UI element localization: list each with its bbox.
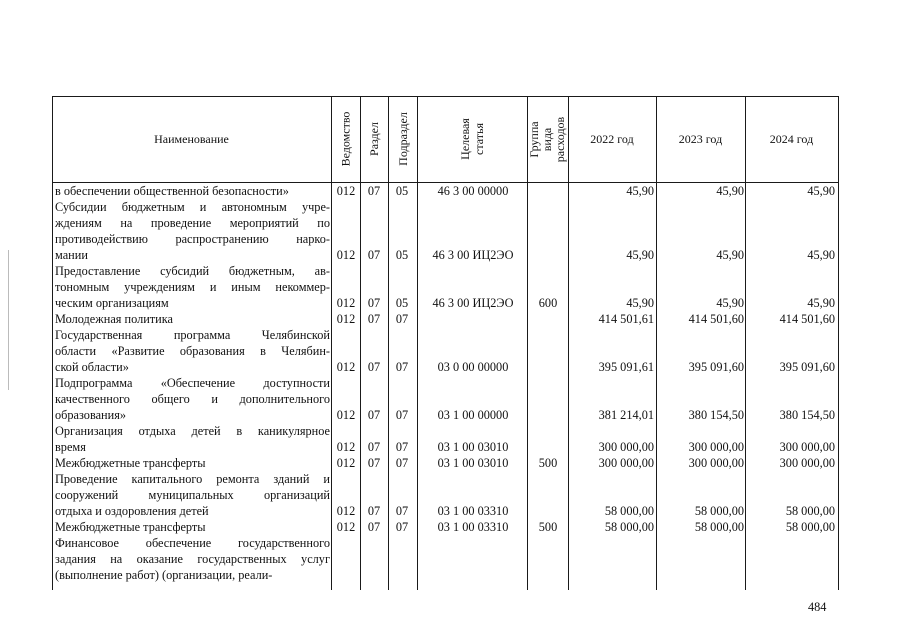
cell-year-2024: 300 000,00 [779,456,835,470]
cell-gruppa-vida-rashodov: 500 [538,520,558,534]
row-name-line: Предоставление субсидий бюджетным, ав- [55,264,330,278]
row-name-line: отдыха и оздоровления детей [55,504,209,518]
row-name-line: Проведение капитального ремонта зданий и [55,472,330,486]
row-name-line: ческим организациям [55,296,169,310]
header-podrazdel: Подраздел [395,112,410,166]
cell-vedomstvo: 012 [336,456,356,470]
cell-celevaya-statya: 03 1 00 03010 [437,456,509,470]
cell-razdel: 07 [367,408,381,422]
table-row [52,183,839,199]
row-name-line: время [55,440,86,454]
cell-razdel: 07 [367,440,381,454]
row-name-line: Подпрограмма «Обеспечение доступности [55,376,330,390]
cell-year-2024: 414 501,60 [779,312,835,326]
row-name-line: ской области» [55,360,129,374]
table-row [52,519,839,535]
row-name [55,471,330,519]
cell-razdel: 07 [367,184,381,198]
cell-celevaya-statya: 46 3 00 ИЦ2ЭО [432,248,514,262]
cell-vedomstvo: 012 [336,248,356,262]
cell-year-2022: 381 214,01 [598,408,654,422]
cell-vedomstvo: 012 [336,440,356,454]
cell-year-2024: 300 000,00 [779,440,835,454]
table-row [52,423,839,455]
cell-year-2022: 300 000,00 [598,440,654,454]
row-name-line: в обеспечении общественной безопасности» [55,184,289,198]
cell-year-2024: 45,90 [807,248,835,262]
row-name-line: Государственная программа Челябинской [55,328,330,342]
cell-vedomstvo: 012 [336,360,356,374]
row-name [55,519,330,535]
cell-year-2024: 395 091,60 [779,360,835,374]
cell-gruppa-vida-rashodov: 500 [538,456,558,470]
row-name-line: Межбюджетные трансферты [55,456,206,470]
cell-vedomstvo: 012 [336,408,356,422]
table-row [52,263,839,311]
cell-year-2022: 414 501,61 [598,312,654,326]
cell-podrazdel: 07 [395,312,409,326]
row-name-line: (выполнение работ) (организации, реали- [55,568,273,582]
cell-year-2023: 300 000,00 [688,456,744,470]
cell-podrazdel: 05 [395,184,409,198]
cell-year-2024: 58 000,00 [785,520,835,534]
table-row [52,199,839,263]
header-vedomstvo: Ведомство [338,111,353,167]
row-name-line: тономным учреждениям и иным некоммер- [55,280,330,294]
cell-year-2023: 58 000,00 [694,504,744,518]
row-name [55,263,330,311]
row-name [55,423,330,455]
cell-razdel: 07 [367,520,381,534]
cell-year-2023: 45,90 [716,184,744,198]
cell-year-2022: 45,90 [626,296,654,310]
row-name [55,199,330,263]
cell-year-2023: 380 154,50 [688,408,744,422]
row-name-line: Молодежная политика [55,312,174,326]
header-gruppa-vida-rashodov: Группа вида расходов [527,116,567,162]
header-celevaya-statya: Целевая статья [458,118,486,160]
table-row [52,311,839,327]
cell-vedomstvo: 012 [336,296,356,310]
cell-razdel: 07 [367,504,381,518]
cell-vedomstvo: 012 [336,312,356,326]
row-name-line: Финансовое обеспечение государственного [55,536,330,550]
header-name: Наименование [154,131,229,146]
cell-celevaya-statya: 46 3 00 00000 [437,184,509,198]
cell-year-2022: 45,90 [626,184,654,198]
scan-edge-mark [8,250,9,390]
cell-year-2022: 58 000,00 [604,520,654,534]
table-row [52,535,839,583]
cell-razdel: 07 [367,456,381,470]
row-name [55,455,330,471]
cell-razdel: 07 [367,312,381,326]
table-row [52,327,839,375]
row-name-line: качественного общего и дополнительного [55,392,330,406]
table-row [52,455,839,471]
cell-podrazdel: 07 [395,456,409,470]
row-name-line: мании [55,248,88,262]
cell-podrazdel: 07 [395,504,409,518]
header-year-2024: 2024 год [769,131,814,146]
row-name [55,535,330,583]
cell-year-2023: 414 501,60 [688,312,744,326]
cell-year-2024: 58 000,00 [785,504,835,518]
cell-podrazdel: 07 [395,440,409,454]
cell-year-2023: 45,90 [716,248,744,262]
cell-year-2023: 395 091,60 [688,360,744,374]
table-row [52,375,839,423]
cell-year-2022: 45,90 [626,248,654,262]
cell-year-2022: 300 000,00 [598,456,654,470]
cell-podrazdel: 07 [395,360,409,374]
cell-year-2023: 45,90 [716,296,744,310]
row-name-line: противодействию распространению нарко- [55,232,330,246]
budget-table [52,96,839,590]
cell-year-2022: 395 091,61 [598,360,654,374]
row-name-line: задания на оказание государственных услуг [55,552,330,566]
cell-podrazdel: 05 [395,296,409,310]
cell-year-2024: 45,90 [807,184,835,198]
cell-podrazdel: 05 [395,248,409,262]
cell-razdel: 07 [367,296,381,310]
row-name [55,183,330,199]
cell-celevaya-statya: 03 1 00 00000 [437,408,509,422]
cell-year-2023: 58 000,00 [694,520,744,534]
cell-celevaya-statya: 46 3 00 ИЦ2ЭО [432,296,514,310]
row-name-line: образования» [55,408,127,422]
cell-celevaya-statya: 03 1 00 03310 [437,504,509,518]
row-name-line: Организация отдыха детей в каникулярное [55,424,330,438]
cell-razdel: 07 [367,360,381,374]
row-name-line: Межбюджетные трансферты [55,520,206,534]
header-year-2023: 2023 год [678,131,723,146]
row-name-line: области «Развитие образования в Челябин- [55,344,330,358]
cell-celevaya-statya: 03 0 00 00000 [437,360,509,374]
cell-year-2024: 45,90 [807,296,835,310]
header-year-2022: 2022 год [590,131,634,146]
page-number: 484 [808,600,827,614]
cell-gruppa-vida-rashodov: 600 [538,296,558,310]
cell-year-2023: 300 000,00 [688,440,744,454]
row-name [55,327,330,375]
cell-year-2024: 380 154,50 [779,408,835,422]
cell-vedomstvo: 012 [336,504,356,518]
table-row [52,471,839,519]
row-name [55,375,330,423]
cell-vedomstvo: 012 [336,520,356,534]
cell-celevaya-statya: 03 1 00 03010 [437,440,509,454]
cell-year-2022: 58 000,00 [604,504,654,518]
row-name-line: ждениям на проведение мероприятий по [55,216,330,230]
header-razdel: Раздел [367,122,382,156]
row-name-line: Субсидии бюджетным и автономным учре- [55,200,330,214]
cell-vedomstvo: 012 [336,184,356,198]
cell-celevaya-statya: 03 1 00 03310 [437,520,509,534]
row-name [55,311,330,327]
cell-razdel: 07 [367,248,381,262]
cell-podrazdel: 07 [395,408,409,422]
row-name-line: сооружений муниципальных организаций [55,488,330,502]
cell-podrazdel: 07 [395,520,409,534]
